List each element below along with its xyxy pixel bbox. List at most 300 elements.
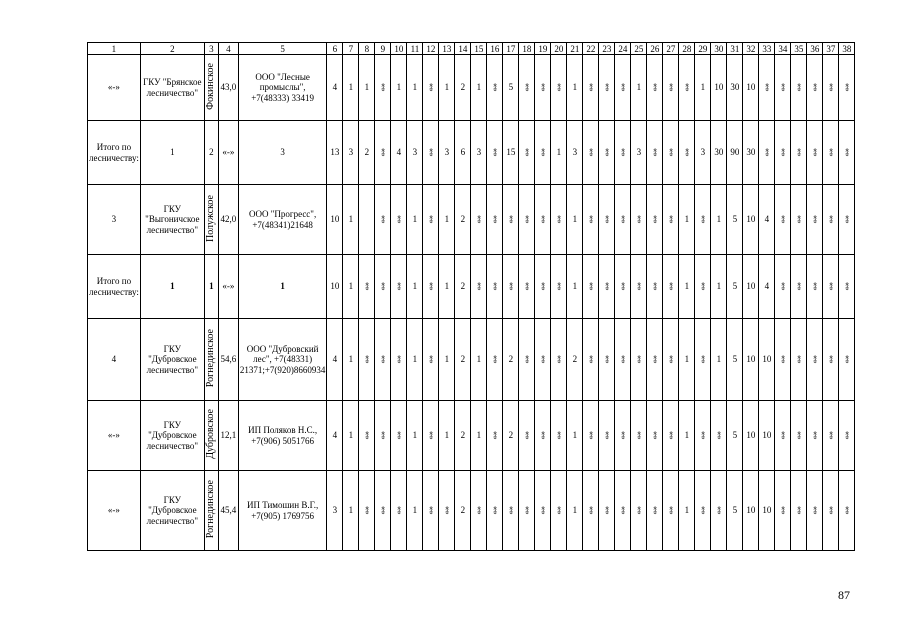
value-cell-text: «-» — [379, 281, 389, 290]
header-cell: 2 — [140, 43, 204, 55]
value-cell — [519, 401, 535, 471]
value-cell-text: «-» — [843, 82, 853, 91]
value-cell — [535, 121, 551, 185]
value-cell — [711, 319, 727, 401]
value-cell-text: «-» — [651, 505, 661, 514]
value-cell — [359, 185, 375, 255]
value-cell-text: «-» — [811, 214, 821, 223]
value-cell — [807, 185, 823, 255]
organization-cell — [238, 55, 327, 121]
header-cell: 11 — [407, 43, 423, 55]
value-cell — [439, 55, 455, 121]
value-cell — [615, 471, 631, 551]
value-cell-text: «-» — [395, 354, 405, 363]
value-cell — [711, 471, 727, 551]
value-cell-text: «-» — [539, 505, 549, 514]
value-cell-text: 3 — [700, 147, 706, 158]
value-cell — [775, 55, 791, 121]
organization-cell-text: 1 — [280, 281, 285, 292]
value-cell-text: 10 — [330, 281, 340, 292]
value-cell — [423, 55, 439, 121]
value-cell — [503, 255, 519, 319]
value-cell — [375, 55, 391, 121]
forestry-cell-text: ГКУ "Дубровское лесничество" — [146, 494, 199, 526]
value-cell — [631, 121, 647, 185]
value-cell-text: 1 — [700, 82, 706, 93]
header-cell: 28 — [679, 43, 695, 55]
value-cell-text: «-» — [827, 281, 837, 290]
value-cell-text: «-» — [667, 354, 677, 363]
value-cell-text: «-» — [363, 430, 373, 439]
value-cell-text: «-» — [603, 430, 613, 439]
value-cell — [343, 55, 359, 121]
value-cell — [391, 255, 407, 319]
value-cell-text: «-» — [523, 147, 533, 156]
value-cell-text: 1 — [348, 354, 354, 365]
value-cell-text: 13 — [330, 147, 340, 158]
value-cell — [487, 121, 503, 185]
table-row — [88, 255, 855, 319]
value-cell-text: «-» — [795, 505, 805, 514]
value-cell-text: 3 — [444, 147, 450, 158]
value-cell-text: 1 — [572, 281, 578, 292]
value-cell — [615, 319, 631, 401]
value-cell-text: «-» — [619, 82, 629, 91]
value-cell-text: 5 — [732, 505, 738, 516]
value-cell — [791, 55, 807, 121]
value-cell — [759, 319, 775, 401]
value-cell — [327, 401, 343, 471]
value-cell — [599, 471, 615, 551]
value-cell-text: 2 — [460, 281, 466, 292]
value-cell — [439, 401, 455, 471]
value-cell-text: 4 — [332, 82, 338, 93]
value-cell — [503, 121, 519, 185]
value-cell — [647, 319, 663, 401]
row-number-cell-text: «-» — [107, 505, 120, 516]
value-cell-text: «-» — [491, 147, 501, 156]
row-number-cell-text: 4 — [111, 354, 117, 365]
value-cell-text: «-» — [523, 354, 533, 363]
value-cell-text: 1 — [396, 82, 402, 93]
value-cell-text: «-» — [379, 214, 389, 223]
value-cell-text: 1 — [476, 82, 482, 93]
forestry-cell — [140, 471, 204, 551]
value-cell — [407, 401, 423, 471]
value-cell — [647, 401, 663, 471]
organization-cell — [238, 185, 327, 255]
value-cell — [567, 255, 583, 319]
forestry-cell — [140, 55, 204, 121]
value-cell-text: 1 — [684, 430, 690, 441]
forestry-cell-text: 1 — [170, 281, 175, 292]
value-cell-text: 2 — [508, 430, 514, 441]
value-cell-text: 2 — [460, 430, 466, 441]
value-cell-text: «-» — [811, 505, 821, 514]
value-cell-text: «-» — [699, 505, 709, 514]
value-cell — [439, 319, 455, 401]
value-cell — [327, 255, 343, 319]
value-cell — [375, 185, 391, 255]
value-cell — [743, 471, 759, 551]
row-number-cell — [88, 55, 141, 121]
value-cell — [647, 185, 663, 255]
value-cell-text: 1 — [364, 82, 370, 93]
value-cell-text: 1 — [572, 430, 578, 441]
value-cell — [391, 319, 407, 401]
value-cell — [791, 185, 807, 255]
value-cell-text: «-» — [827, 147, 837, 156]
value-cell — [839, 319, 855, 401]
value-cell — [791, 471, 807, 551]
value-cell — [807, 55, 823, 121]
value-cell-text: «-» — [715, 430, 725, 439]
header-cell: 13 — [439, 43, 455, 55]
district-cell-text: 2 — [209, 147, 214, 158]
organization-cell-text: ООО "Прогресс", +7(48341)21648 — [248, 209, 317, 230]
value-cell-text: 1 — [444, 281, 450, 292]
header-cell: 14 — [455, 43, 471, 55]
value-cell — [423, 121, 439, 185]
value-cell-text: «-» — [699, 430, 709, 439]
value-cell — [839, 185, 855, 255]
value-cell-text: «-» — [811, 82, 821, 91]
table-row — [88, 185, 855, 255]
value-cell — [823, 255, 839, 319]
header-cell: 17 — [503, 43, 519, 55]
value-cell — [471, 121, 487, 185]
forestry-cell-text: ГКУ "Выгоничское лесничество" — [145, 203, 200, 235]
value-cell-text: «-» — [539, 82, 549, 91]
value-cell — [599, 255, 615, 319]
value-cell-text: «-» — [555, 214, 565, 223]
value-cell-text: 1 — [556, 147, 562, 158]
value-cell — [679, 121, 695, 185]
value-cell-text: 5 — [732, 430, 738, 441]
value-cell-text: «-» — [843, 147, 853, 156]
header-cell: 38 — [839, 43, 855, 55]
value-cell-text: 1 — [412, 505, 418, 516]
district-cell-text: Полужское — [205, 194, 217, 242]
value-cell — [551, 255, 567, 319]
value-cell-text: «-» — [427, 505, 437, 514]
value-cell-text: «-» — [779, 505, 789, 514]
value-cell-text: «-» — [507, 214, 517, 223]
value-cell-text: «-» — [635, 430, 645, 439]
area-cell-text: 54,6 — [220, 354, 237, 365]
value-cell-text: «-» — [443, 505, 453, 514]
value-cell-text: «-» — [491, 430, 501, 439]
value-cell-text: 3 — [348, 147, 354, 158]
value-cell-text: «-» — [523, 82, 533, 91]
organization-cell — [238, 255, 327, 319]
row-number-cell-text: Итого по лесничеству: — [89, 142, 139, 163]
value-cell — [391, 121, 407, 185]
value-cell — [839, 255, 855, 319]
value-cell-text: «-» — [811, 430, 821, 439]
value-cell-text: «-» — [587, 214, 597, 223]
value-cell-text: «-» — [603, 82, 613, 91]
value-cell — [663, 471, 679, 551]
row-number-cell-text: «-» — [107, 430, 120, 441]
table-row — [88, 121, 855, 185]
value-cell-text: «-» — [395, 505, 405, 514]
value-cell — [567, 471, 583, 551]
value-cell-text: «-» — [603, 281, 613, 290]
value-cell — [407, 471, 423, 551]
header-cell: 7 — [343, 43, 359, 55]
value-cell-text: 5 — [508, 82, 514, 93]
value-cell-text: 5 — [732, 354, 738, 365]
value-cell-text: «-» — [683, 147, 693, 156]
value-cell — [743, 121, 759, 185]
organization-cell-text: ИП Тимошин В.Г., +7(905) 1769756 — [246, 500, 319, 521]
value-cell — [407, 319, 423, 401]
value-cell — [343, 121, 359, 185]
value-cell-text: 4 — [396, 147, 402, 158]
value-cell — [791, 401, 807, 471]
value-cell-text: «-» — [555, 82, 565, 91]
value-cell — [471, 471, 487, 551]
header-cell: 1 — [88, 43, 141, 55]
value-cell-text: «-» — [427, 82, 437, 91]
header-cell: 20 — [551, 43, 567, 55]
value-cell-text: «-» — [523, 430, 533, 439]
value-cell — [327, 471, 343, 551]
value-cell-text: 10 — [746, 354, 756, 365]
value-cell-text: «-» — [795, 214, 805, 223]
forestry-cell — [140, 401, 204, 471]
value-cell-text: «-» — [699, 281, 709, 290]
district-cell — [204, 255, 218, 319]
table-row — [88, 319, 855, 401]
value-cell-text: 4 — [764, 214, 770, 225]
value-cell — [727, 185, 743, 255]
value-cell — [615, 121, 631, 185]
value-cell-text: «-» — [395, 430, 405, 439]
value-cell-text: 10 — [714, 82, 724, 93]
header-cell: 29 — [695, 43, 711, 55]
header-cell: 12 — [423, 43, 439, 55]
value-cell-text: «-» — [539, 281, 549, 290]
value-cell — [631, 55, 647, 121]
value-cell-text: «-» — [587, 147, 597, 156]
value-cell-text: «-» — [491, 281, 501, 290]
header-cell: 32 — [743, 43, 759, 55]
value-cell-text: «-» — [555, 281, 565, 290]
value-cell — [679, 255, 695, 319]
value-cell — [631, 471, 647, 551]
value-cell — [343, 185, 359, 255]
value-cell-text: «-» — [587, 505, 597, 514]
value-cell-text: «-» — [619, 430, 629, 439]
value-cell-text: «-» — [427, 147, 437, 156]
value-cell — [599, 401, 615, 471]
value-cell — [551, 471, 567, 551]
value-cell-text: «-» — [555, 505, 565, 514]
value-cell — [599, 121, 615, 185]
value-cell — [343, 255, 359, 319]
value-cell-text: «-» — [795, 354, 805, 363]
value-cell — [583, 471, 599, 551]
value-cell — [615, 55, 631, 121]
value-cell-text: 3 — [332, 505, 338, 516]
value-cell-text: «-» — [795, 147, 805, 156]
value-cell — [615, 185, 631, 255]
value-cell — [567, 185, 583, 255]
row-number-cell-text: «-» — [107, 82, 120, 93]
value-cell — [775, 255, 791, 319]
value-cell — [583, 185, 599, 255]
value-cell-text: 3 — [412, 147, 418, 158]
value-cell-text: 30 — [730, 82, 740, 93]
value-cell-text: 1 — [412, 214, 418, 225]
value-cell-text: «-» — [379, 505, 389, 514]
header-cell: 18 — [519, 43, 535, 55]
value-cell-text: «-» — [379, 147, 389, 156]
value-cell — [759, 185, 775, 255]
value-cell — [487, 319, 503, 401]
value-cell-text: «-» — [763, 82, 773, 91]
value-cell-text: «-» — [539, 147, 549, 156]
value-cell — [423, 255, 439, 319]
value-cell-text: 1 — [412, 354, 418, 365]
value-cell — [375, 471, 391, 551]
header-cell: 21 — [567, 43, 583, 55]
value-cell — [567, 121, 583, 185]
value-cell — [471, 401, 487, 471]
value-cell — [695, 319, 711, 401]
area-cell-text: 45,4 — [220, 505, 237, 516]
value-cell — [535, 319, 551, 401]
header-cell: 6 — [327, 43, 343, 55]
value-cell-text: «-» — [603, 214, 613, 223]
value-cell — [583, 255, 599, 319]
value-cell-text: «-» — [603, 505, 613, 514]
value-cell — [839, 55, 855, 121]
value-cell — [711, 55, 727, 121]
value-cell — [567, 55, 583, 121]
value-cell — [775, 319, 791, 401]
value-cell-text: «-» — [811, 147, 821, 156]
value-cell-text: «-» — [379, 354, 389, 363]
value-cell — [391, 401, 407, 471]
value-cell-text: «-» — [603, 147, 613, 156]
area-cell-text: 12,1 — [220, 430, 237, 441]
value-cell-text: «-» — [699, 354, 709, 363]
value-cell — [807, 255, 823, 319]
header-cell: 3 — [204, 43, 218, 55]
value-cell — [583, 55, 599, 121]
value-cell-text: «-» — [491, 505, 501, 514]
value-cell — [823, 319, 839, 401]
value-cell — [727, 471, 743, 551]
forestry-cell — [140, 255, 204, 319]
area-cell-text: 43,0 — [220, 82, 237, 93]
value-cell — [407, 185, 423, 255]
forestry-cell — [140, 185, 204, 255]
value-cell-text: «-» — [763, 147, 773, 156]
value-cell-text: «-» — [667, 281, 677, 290]
district-cell-text: Рогнединское — [205, 480, 217, 539]
value-cell-text: «-» — [667, 214, 677, 223]
value-cell — [743, 401, 759, 471]
forestry-cell — [140, 121, 204, 185]
value-cell — [487, 471, 503, 551]
value-cell — [663, 401, 679, 471]
row-number-cell — [88, 319, 141, 401]
value-cell — [519, 185, 535, 255]
value-cell-text: 1 — [476, 430, 482, 441]
organization-cell-text: ООО "Лесные промыслы", +7(48333) 33419 — [251, 71, 315, 103]
value-cell-text: 3 — [476, 147, 482, 158]
value-cell — [551, 319, 567, 401]
value-cell — [807, 401, 823, 471]
value-cell — [743, 185, 759, 255]
value-cell-text: «-» — [363, 354, 373, 363]
value-cell-text: «-» — [779, 147, 789, 156]
value-cell — [503, 319, 519, 401]
value-cell-text: «-» — [587, 354, 597, 363]
forestry-cell-text: ГКУ "Дубровское лесничество" — [146, 343, 199, 375]
value-cell — [471, 319, 487, 401]
value-cell-text: «-» — [779, 214, 789, 223]
value-cell-text: 1 — [348, 430, 354, 441]
value-cell — [759, 121, 775, 185]
value-cell — [679, 185, 695, 255]
value-cell-text: «-» — [795, 281, 805, 290]
row-number-cell — [88, 121, 141, 185]
value-cell — [567, 319, 583, 401]
value-cell — [775, 401, 791, 471]
value-cell — [679, 55, 695, 121]
value-cell — [551, 55, 567, 121]
value-cell — [791, 255, 807, 319]
value-cell — [423, 185, 439, 255]
district-cell-text: Рогнединское — [205, 329, 217, 388]
value-cell — [487, 255, 503, 319]
value-cell-text: «-» — [779, 430, 789, 439]
value-cell — [807, 121, 823, 185]
value-cell — [647, 55, 663, 121]
value-cell — [695, 471, 711, 551]
value-cell-text: «-» — [379, 82, 389, 91]
value-cell-text: «-» — [427, 214, 437, 223]
value-cell-text: «-» — [427, 354, 437, 363]
value-cell-text: 2 — [460, 214, 466, 225]
header-cell: 22 — [583, 43, 599, 55]
value-cell — [695, 55, 711, 121]
value-cell — [503, 55, 519, 121]
value-cell — [407, 121, 423, 185]
value-cell-text: «-» — [843, 214, 853, 223]
value-cell — [343, 319, 359, 401]
value-cell-text: 1 — [444, 214, 450, 225]
value-cell-text: «-» — [827, 505, 837, 514]
data-table — [87, 42, 855, 551]
value-cell-text: 1 — [444, 82, 450, 93]
value-cell — [727, 121, 743, 185]
value-cell — [791, 319, 807, 401]
value-cell — [487, 401, 503, 471]
organization-cell — [238, 319, 327, 401]
value-cell-text: 30 — [746, 147, 756, 158]
value-cell-text: «-» — [811, 354, 821, 363]
row-number-cell — [88, 185, 141, 255]
value-cell — [759, 55, 775, 121]
value-cell — [679, 319, 695, 401]
value-cell — [359, 401, 375, 471]
